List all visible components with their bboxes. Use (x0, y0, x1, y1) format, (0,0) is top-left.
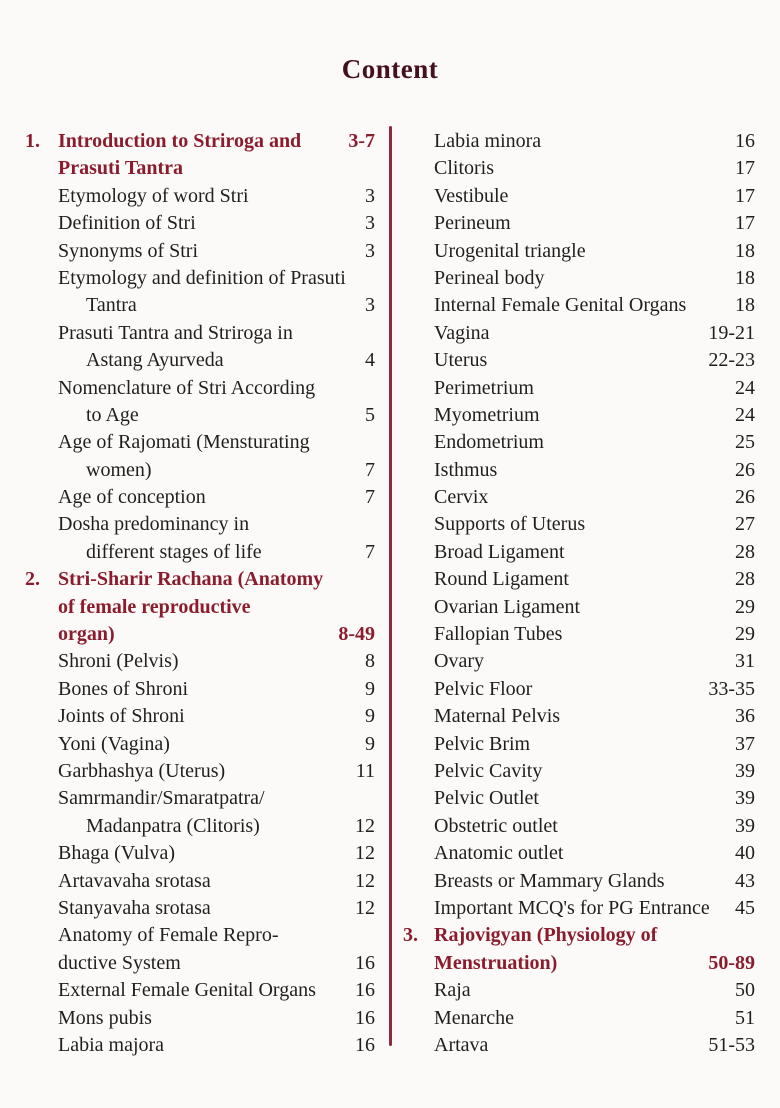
entry-title: ductive System (58, 951, 181, 974)
entry-page: 50-89 (708, 951, 755, 974)
entry-page: 18 (735, 239, 755, 262)
entry-title: Obstetric outlet (434, 814, 558, 837)
toc-entry (25, 922, 375, 949)
entry-page: 22-23 (708, 349, 755, 372)
entry-page: 51-53 (708, 1033, 755, 1056)
toc-entry (403, 238, 755, 265)
entry-title: Perineal body (434, 266, 545, 289)
toc-entry (25, 785, 375, 812)
entry-page: 16 (735, 130, 755, 152)
entry-title: Anatomic outlet (434, 842, 564, 865)
entry-title: Perineum (434, 212, 511, 235)
entry-page: 29 (735, 595, 755, 618)
entry-title: Garbhashya (Uterus) (58, 759, 226, 782)
entry-page: 16 (355, 979, 375, 1002)
entry-page: 4 (365, 349, 375, 372)
toc-entry (403, 977, 755, 1004)
toc-entry (25, 320, 375, 347)
entry-title: Mons pubis (58, 1006, 152, 1029)
entry-title: Breasts or Mammary Glands (434, 869, 665, 892)
toc-entry (25, 594, 375, 621)
toc-entry (403, 648, 755, 675)
entry-page: 3 (365, 239, 375, 262)
toc-entry (25, 347, 375, 374)
toc-entry (25, 183, 375, 210)
toc-entry (25, 155, 375, 182)
entry-title: Important MCQ's for PG Entrance (434, 896, 710, 919)
entry-title: Anatomy of Female Repro- (58, 924, 279, 947)
entry-title: Artavavaha srotasa (58, 869, 211, 892)
entry-title: Artava (434, 1033, 489, 1056)
entry-title: Isthmus (434, 458, 498, 481)
toc-entry (403, 155, 755, 182)
toc-entry (25, 402, 375, 429)
entry-title: Broad Ligament (434, 540, 565, 563)
entry-title: Tantra (86, 294, 137, 317)
entry-title: Endometrium (434, 431, 544, 454)
toc-entry (403, 621, 755, 648)
entry-title: Labia minora (434, 130, 542, 152)
toc-entry (403, 731, 755, 758)
toc-entry (25, 813, 375, 840)
toc-entry (25, 292, 375, 319)
toc-entry (25, 1032, 375, 1059)
entry-page: 18 (735, 266, 755, 289)
entry-title: Stri-Sharir Rachana (Anatomy (58, 568, 324, 591)
entry-title: Prasuti Tantra and Striroga in (58, 321, 293, 344)
entry-title: Pelvic Outlet (434, 787, 539, 810)
entry-page: 3 (365, 294, 375, 317)
entry-title: Vestibule (434, 184, 509, 207)
entry-page: 26 (735, 486, 755, 509)
toc-entry (403, 292, 755, 319)
toc-entry (403, 676, 755, 703)
entry-title: Age of conception (58, 486, 206, 509)
entry-page: 37 (735, 732, 755, 755)
toc-entry (25, 621, 375, 648)
toc-entry (403, 566, 755, 593)
entry-page: 16 (355, 951, 375, 974)
entry-title: Internal Female Genital Organs (434, 294, 687, 317)
entry-title: different stages of life (86, 540, 262, 563)
toc-entry (403, 484, 755, 511)
entry-page: 24 (735, 376, 755, 399)
entry-page: 28 (735, 540, 755, 563)
toc-entry (403, 511, 755, 538)
entry-title: Supports of Uterus (434, 513, 586, 536)
entry-page: 8 (365, 650, 375, 673)
entry-title: Pelvic Floor (434, 677, 533, 700)
entry-page: 9 (365, 677, 375, 700)
column-divider (389, 126, 392, 1046)
entry-title: Definition of Stri (58, 212, 196, 235)
entry-title: to Age (86, 403, 139, 426)
toc-entry (25, 1005, 375, 1032)
entry-page: 7 (365, 540, 375, 563)
entry-title: Menarche (434, 1006, 514, 1029)
entry-page: 7 (365, 458, 375, 481)
entry-title: Stanyavaha srotasa (58, 896, 211, 919)
page-title: Content (341, 54, 439, 84)
entry-title: organ) (58, 623, 115, 646)
entry-title: Samrmandir/Smaratpatra/ (58, 787, 265, 810)
toc-entry (403, 703, 755, 730)
toc-entry (403, 1005, 755, 1032)
entry-title: Shroni (Pelvis) (58, 650, 179, 673)
entry-page: 39 (735, 759, 755, 782)
entry-title: Nomenclature of Stri According (58, 376, 316, 399)
entry-title: Ovary (434, 650, 484, 673)
toc-entry (403, 594, 755, 621)
entry-page: 11 (355, 759, 375, 782)
entry-title: Joints of Shroni (58, 705, 185, 728)
toc-entry (403, 183, 755, 210)
section-number: 1. (25, 130, 40, 152)
entry-title: Bones of Shroni (58, 677, 188, 700)
entry-page: 17 (735, 212, 755, 235)
entry-title: Pelvic Brim (434, 732, 531, 755)
toc-entry (25, 840, 375, 867)
entry-title: Age of Rajomati (Mensturating (58, 431, 310, 454)
toc-entry (403, 1032, 755, 1059)
section-number: 3. (403, 924, 418, 947)
toc-entry (25, 895, 375, 922)
entry-page: 33-35 (708, 677, 755, 700)
entry-title: Round Ligament (434, 568, 569, 591)
entry-page: 25 (735, 431, 755, 454)
toc-entry (403, 128, 755, 155)
entry-page: 39 (735, 787, 755, 810)
entry-title: women) (86, 458, 152, 481)
toc-entry (25, 977, 375, 1004)
toc-entry (403, 457, 755, 484)
entry-title: Vagina (434, 321, 490, 344)
entry-page: 36 (735, 705, 755, 728)
toc-entry (403, 402, 755, 429)
entry-title: Bhaga (Vulva) (58, 842, 176, 865)
entry-title: Ovarian Ligament (434, 595, 581, 618)
entry-page: 45 (735, 896, 755, 919)
toc-entry (403, 922, 755, 949)
entry-title: Fallopian Tubes (434, 623, 563, 646)
entry-page: 12 (355, 869, 375, 892)
toc-entry (403, 950, 755, 977)
entry-page: 19-21 (708, 321, 755, 344)
entry-page: 43 (735, 869, 755, 892)
entry-page: 39 (735, 814, 755, 837)
entry-title: Introduction to Striroga and (58, 130, 302, 152)
toc-left-column (25, 128, 375, 1059)
toc-entry (403, 539, 755, 566)
toc-entry (403, 375, 755, 402)
toc-entry (25, 210, 375, 237)
entry-title: Myometrium (434, 403, 540, 426)
toc-entry (25, 703, 375, 730)
toc-entry (25, 511, 375, 538)
entry-page: 24 (735, 403, 755, 426)
toc-entry (25, 566, 375, 593)
entry-page: 5 (365, 403, 375, 426)
entry-page: 18 (735, 294, 755, 317)
entry-page: 7 (365, 486, 375, 509)
entry-title: Rajovigyan (Physiology of (434, 924, 658, 947)
entry-title: Cervix (434, 486, 489, 509)
toc-entry (25, 484, 375, 511)
toc-entry (403, 785, 755, 812)
toc-entry (403, 265, 755, 292)
entry-page: 12 (355, 896, 375, 919)
entry-page: 17 (735, 157, 755, 180)
entry-title: Menstruation) (434, 951, 558, 974)
toc-entry (403, 813, 755, 840)
toc-entry (403, 868, 755, 895)
entry-title: Etymology and definition of Prasuti (58, 266, 346, 289)
entry-title: Maternal Pelvis (434, 705, 561, 728)
entry-page: 16 (355, 1033, 375, 1056)
entry-page: 3 (365, 184, 375, 207)
toc-entry (403, 840, 755, 867)
toc-entry (25, 265, 375, 292)
toc-entry (403, 320, 755, 347)
entry-page: 27 (735, 513, 755, 536)
toc-entry (25, 375, 375, 402)
entry-page: 16 (355, 1006, 375, 1029)
entry-page: 3-7 (348, 130, 375, 152)
entry-page: 26 (735, 458, 755, 481)
toc-entry (25, 128, 375, 155)
entry-title: Prasuti Tantra (58, 157, 184, 180)
entry-title: Yoni (Vagina) (58, 732, 170, 755)
toc-entry (25, 539, 375, 566)
toc-entry (25, 676, 375, 703)
toc-entry (25, 457, 375, 484)
entry-title: Clitoris (434, 157, 495, 180)
entry-page: 3 (365, 212, 375, 235)
entry-page: 50 (735, 979, 755, 1002)
entry-title: Perimetrium (434, 376, 534, 399)
toc-right-column (403, 128, 755, 1059)
entry-page: 31 (735, 650, 755, 673)
entry-title: Dosha predominancy in (58, 513, 250, 536)
entry-page: 29 (735, 623, 755, 646)
entry-page: 8-49 (338, 623, 375, 646)
entry-title: Madanpatra (Clitoris) (86, 814, 260, 837)
entry-page: 28 (735, 568, 755, 591)
entry-title: Synonyms of Stri (58, 239, 199, 262)
toc-entry (25, 868, 375, 895)
toc-entry (25, 731, 375, 758)
toc-entry (403, 758, 755, 785)
entry-title: Raja (434, 979, 471, 1002)
entry-page: 9 (365, 705, 375, 728)
toc-entry (403, 429, 755, 456)
entry-title: Labia majora (58, 1033, 165, 1056)
entry-page: 17 (735, 184, 755, 207)
entry-title: Urogenital triangle (434, 239, 586, 262)
section-number: 2. (25, 568, 40, 591)
toc-entry (403, 347, 755, 374)
toc-entry (25, 648, 375, 675)
entry-title: Astang Ayurveda (86, 349, 224, 372)
entry-page: 12 (355, 842, 375, 865)
entry-title: Uterus (434, 349, 488, 372)
toc-entry (403, 210, 755, 237)
entry-title: of female reproductive (58, 595, 251, 618)
entry-page: 51 (735, 1006, 755, 1029)
entry-page: 9 (365, 732, 375, 755)
entry-title: External Female Genital Organs (58, 979, 316, 1002)
toc-entry (25, 238, 375, 265)
toc-entry (403, 895, 755, 922)
toc-entry (25, 758, 375, 785)
toc-entry (25, 950, 375, 977)
entry-title: Etymology of word Stri (58, 184, 249, 207)
entry-page: 40 (735, 842, 755, 865)
entry-page: 12 (355, 814, 375, 837)
entry-title: Pelvic Cavity (434, 759, 543, 782)
toc-entry (25, 429, 375, 456)
